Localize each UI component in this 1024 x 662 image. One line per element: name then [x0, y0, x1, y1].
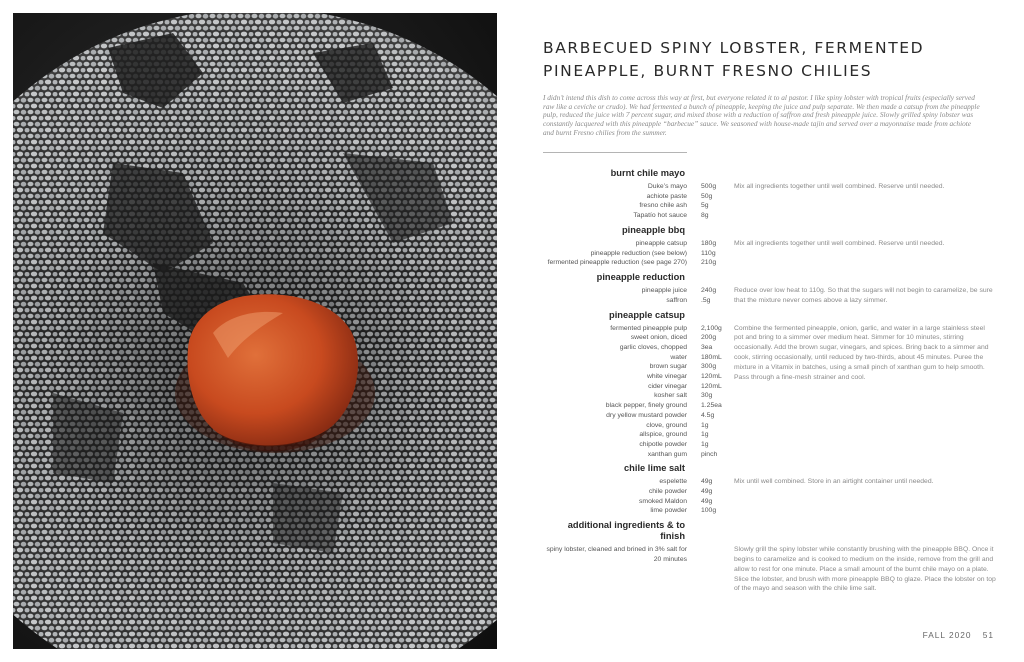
ingredient-row [545, 324, 734, 334]
ingredient-row [545, 391, 734, 401]
method-text: Mix all ingredients together until well combined. Reserve until needed. [734, 183, 945, 190]
ingredient-name: garlic cloves, chopped [619, 343, 687, 351]
section-heading: pineapple reduction [596, 271, 685, 282]
ingredient-quantity: 120mL [701, 382, 722, 390]
section-heading: pineapple catsup [609, 309, 685, 320]
ingredient-quantity: 5g [701, 202, 709, 210]
ingredient-row [545, 211, 734, 221]
ingredient-name: Duke’s mayo [647, 183, 687, 190]
intro-paragraph: I didn’t intend this dish to come across this way at first, but everyone related it to al pastor. I like spiny lobster with tropical fruits (especially served raw like a ceviche or crudo). We had fermented a bunch of pineapple, keeping the juice and pulp separate. We then made a catsup from the pineapple pulp, reduced the juice with 7 percent sugar, and mixed those with a reduction of saffron and fresh pineapple juice. Slowly grilled spiny lobster was constantly lacquered with this pineapple “barbecue” sauce. We seasoned with house-made tajin and served over a mayonnaise made from achiote and burnt Fresno chilies from the summer. [543, 93, 980, 137]
ingredient-row [545, 343, 734, 353]
ingredient-quantity: pinch [701, 450, 718, 458]
section-body [545, 286, 995, 306]
section-body [545, 545, 995, 594]
ingredient-quantity: 240g [701, 286, 717, 294]
ingredient-list [545, 182, 734, 221]
ingredient-name: black pepper, finely ground [605, 402, 687, 410]
ingredient-row [545, 450, 734, 460]
ingredient-row [545, 182, 734, 192]
ingredient-list [545, 239, 734, 268]
ingredient-quantity: 50g [701, 192, 713, 200]
ingredient-row [545, 411, 734, 421]
ingredient-quantity: 4.5g [701, 411, 715, 419]
ingredient-list [545, 324, 734, 460]
dish-photo [13, 13, 497, 649]
ingredient-name: allspice, ground [639, 431, 687, 439]
ingredient-row [545, 239, 734, 249]
method-text: Combine the fermented pineapple, onion, garlic, and water in a large stainless steel pot and bring to a simmer over medium heat. Simmer for 10 minutes, stirring occasionally. Add the brown sugar, vinegars, and spices. Bring back to a simmer and cook, stirring occasionally, until reduced by two-thirds, about 45 minutes. Puree the mixture in a Vitamix in batches, using a small pinch of xanthan gum to help smooth. Pass through a fine-mesh strainer and cool. [734, 324, 989, 381]
ingredient-row [545, 382, 734, 392]
recipe-section [545, 168, 995, 221]
ingredient-name: pineapple catsup [635, 239, 687, 247]
ingredient-name: brown sugar [649, 363, 687, 371]
ingredient-quantity: 1.25ea [701, 402, 722, 410]
recipe-section [545, 272, 995, 306]
ingredient-quantity: 30g [701, 392, 713, 400]
ingredient-quantity: 8g [701, 212, 709, 220]
ingredient-quantity: 300g [701, 363, 717, 371]
ingredient-row [545, 353, 734, 363]
ingredient-quantity: 49g [701, 488, 713, 496]
section-heading: additional ingredients & to finish [567, 520, 685, 542]
ingredient-name: fermented pineapple reduction (see page 270) [547, 259, 687, 267]
ingredient-row [545, 286, 734, 296]
title-line-2: PINEAPPLE, BURNT FRESNO CHILIES [543, 62, 873, 80]
section-body [545, 239, 995, 268]
ingredient-name: xanthan gum [647, 450, 687, 458]
ingredient-quantity: .5g [701, 296, 711, 304]
ingredient-name: kosher salt [654, 392, 687, 400]
ingredient-row [545, 545, 734, 564]
method-text: Mix until well combined. Store in an airtight container until needed. [734, 478, 934, 486]
ingredient-name: chipotle powder [639, 440, 687, 448]
ingredient-name: cider vinegar [648, 382, 687, 390]
recipe-section [545, 225, 995, 268]
footer-page-number: 51 [982, 630, 994, 640]
recipe-section [545, 310, 995, 460]
ingredient-quantity: 3ea [701, 343, 713, 351]
ingredient-name: Tapatío hot sauce [633, 212, 687, 220]
ingredient-quantity: 210g [701, 259, 717, 267]
ingredient-quantity: 180mL [701, 353, 722, 361]
ingredient-name: pineapple reduction (see below) [590, 249, 687, 257]
ingredient-quantity: 2,100g [701, 324, 722, 332]
ingredient-row [545, 487, 734, 497]
recipe-body [545, 168, 995, 598]
ingredient-row [545, 477, 734, 487]
footer-issue: FALL 2020 [922, 630, 972, 640]
ingredient-row [545, 296, 734, 306]
ingredient-row [545, 372, 734, 382]
method-text: Mix all ingredients together until well combined. Reserve until needed. [734, 239, 945, 247]
ingredient-name: white vinegar [646, 373, 687, 381]
page-footer [915, 630, 994, 640]
ingredient-row [545, 249, 734, 259]
ingredient-name: water [670, 353, 687, 361]
ingredient-name: spiny lobster, cleaned and brined in 3% salt for 20 minutes [546, 546, 687, 563]
ingredient-name: smoked Maldon [639, 497, 687, 505]
ingredient-row [545, 421, 734, 431]
ingredient-row [545, 333, 734, 343]
ingredient-row [545, 192, 734, 202]
divider [543, 152, 687, 153]
ingredient-quantity: 120mL [701, 373, 722, 381]
section-heading: pineapple bbq [621, 224, 685, 235]
section-body [545, 324, 995, 460]
ingredient-quantity: 1g [701, 421, 709, 429]
ingredient-quantity: 200g [701, 334, 717, 342]
ingredient-quantity: 1g [701, 440, 709, 448]
ingredient-list [545, 286, 734, 306]
ingredient-name: fermented pineapple pulp [610, 324, 687, 332]
ingredient-quantity: 49g [701, 497, 713, 505]
section-heading: burnt chile mayo [610, 168, 685, 178]
method-text: Slowly grill the spiny lobster while constantly brushing with the pineapple BBQ. Once it begins to caramelize and is cooked to medium on the inside, remove from the grill and allow to rest for one minute. Place a small amount of the burnt chile mayo on a plate. Slice the lobster, and brush with more pineapple BBQ to glaze. Place the lobster on top of the mayo and season with the chile lime salt. [734, 546, 996, 593]
ingredient-name: pineapple juice [641, 286, 687, 294]
ingredient-row [545, 440, 734, 450]
section-body [545, 182, 995, 221]
ingredient-quantity: 1g [701, 431, 709, 439]
ingredient-row [545, 201, 734, 211]
ingredient-row [545, 497, 734, 507]
method-text: Reduce over low heat to 110g. So that the sugars will not begin to caramelize, be sure that the mixture never comes above a lazy simmer. [734, 286, 993, 304]
plate-illustration [13, 13, 497, 649]
ingredient-row [545, 362, 734, 372]
ingredient-list [545, 477, 734, 516]
ingredient-row [545, 430, 734, 440]
title-line-1: BARBECUED SPINY LOBSTER, FERMENTED [543, 39, 925, 57]
recipe-section [545, 463, 995, 516]
ingredient-name: sweet onion, diced [630, 334, 687, 342]
ingredient-row [545, 258, 734, 268]
ingredient-name: chile powder [648, 488, 687, 496]
ingredient-name: dry yellow mustard powder [606, 411, 687, 419]
ingredient-quantity: 500g [701, 183, 717, 190]
recipe-title [543, 37, 1003, 83]
section-heading: chile lime salt [624, 463, 685, 474]
recipe-section [545, 520, 995, 594]
ingredient-name: saffron [666, 296, 687, 304]
ingredient-list [545, 545, 734, 594]
bare-glaze-patch [273, 483, 343, 553]
section-body [545, 477, 995, 516]
ingredient-name: fresno chile ash [639, 202, 687, 210]
ingredient-name: espelette [659, 478, 687, 486]
ingredient-name: clove, ground [646, 421, 687, 429]
ingredient-name: achiote paste [646, 192, 687, 200]
ingredient-quantity: 49g [701, 478, 713, 486]
ingredient-name: lime powder [650, 507, 687, 515]
ingredient-row [545, 506, 734, 516]
ingredient-row [545, 401, 734, 411]
ingredient-quantity: 180g [701, 239, 717, 247]
ingredient-quantity: 110g [701, 249, 716, 257]
ingredient-quantity: 100g [701, 507, 717, 515]
